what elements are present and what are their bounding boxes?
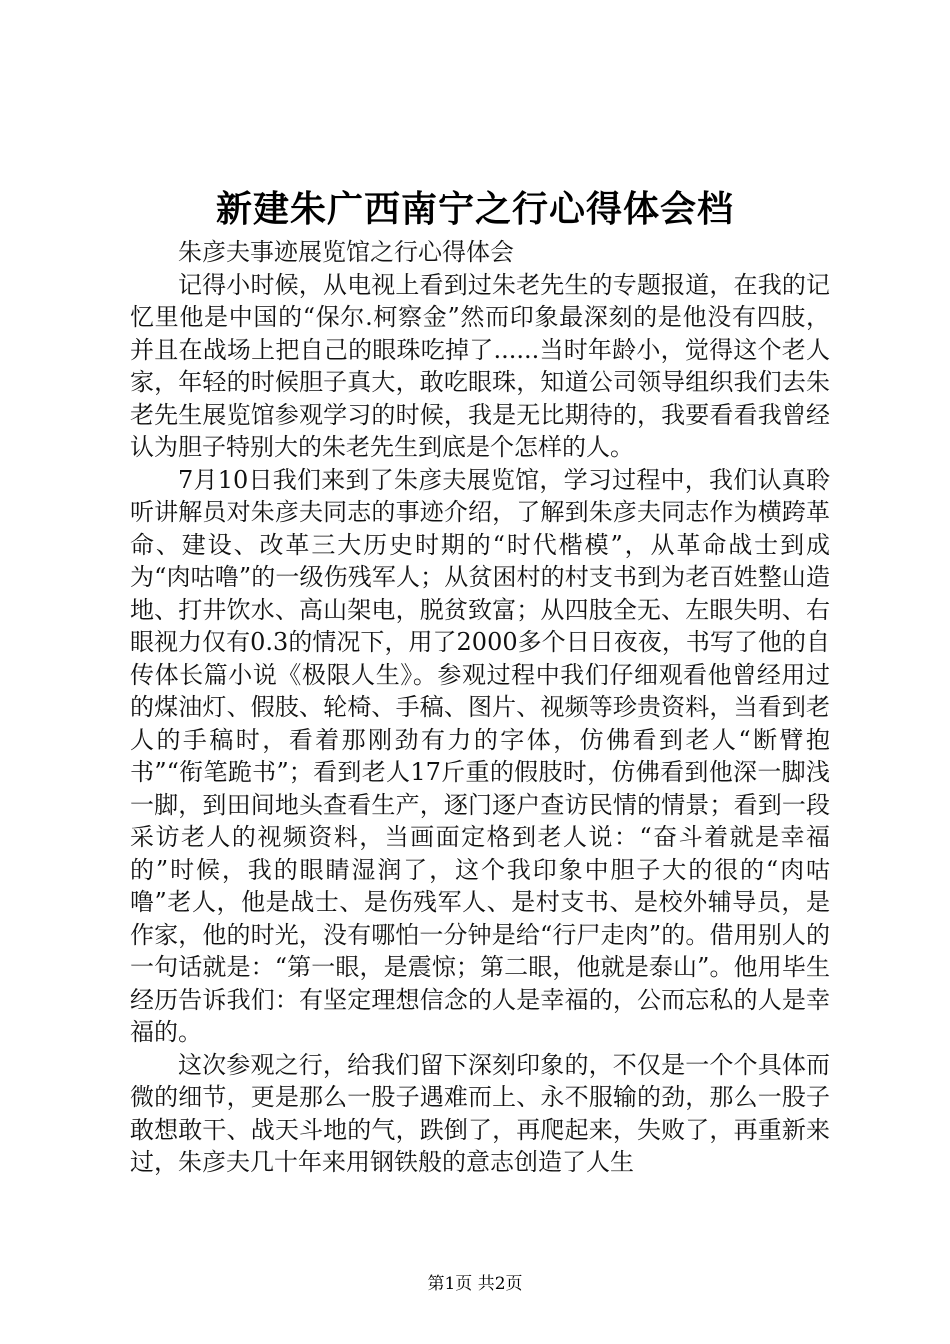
paragraph-3: 这次参观之行，给我们留下深刻印象的，不仅是一个个具体而微的细节，更是那么一股子遇难而上、永不服输的劲，那么一股子敢想敢干、战天斗地的气，跌倒了，再爬起来，失败了，再重新来过，朱彦夫几十年来用钢铁般的意志创造了人生 xyxy=(130,1050,830,1176)
page-number-footer: 第1页 共2页 xyxy=(427,1274,523,1294)
document-subtitle: 朱彦夫事迹展览馆之行心得体会 xyxy=(178,238,514,266)
document-body xyxy=(130,236,830,1179)
document-title: 新建朱广西南宁之行心得体会档 xyxy=(215,188,734,230)
paragraph-1: 记得小时候，从电视上看到过朱老先生的专题报道，在我的记忆里他是中国的“保尔.柯察金”然而印象最深刻的是他没有四肢，并且在战场上把自己的眼珠吃掉了......当时年龄小，觉得这个老人家，年轻的时候胆子真大，敢吃眼珠，知道公司领导组织我们去朱老先生展览馆参观学习的时候，我是无比期待的，我要看看我曾经认为胆子特别大的朱老先生到底是个怎样的人。 xyxy=(130,270,830,461)
paragraph-2: 7月10日我们来到了朱彦夫展览馆，学习过程中，我们认真聆听讲解员对朱彦夫同志的事迹介绍，了解到朱彦夫同志作为横跨革命、建设、改革三大历史时期的“时代楷模”，从革命战士到成为“肉咕噜”的一级伤残军人；从贫困村的村支书到为老百姓整山造地、打井饮水、高山架电，脱贫致富；从四肢全无、左眼失明、右眼视力仅有0.3的情况下，用了2000多个日日夜夜，书写了他的自传体长篇小说《极限人生》。参观过程中我们仔细观看他曾经用过的煤油灯、假肢、轮椅、手稿、图片、视频等珍贵资料，当看到老人的手稿时，看着那刚劲有力的字体，仿佛看到老人“断臂抱书”“衔笔跪书”；看到老人17斤重的假肢时，仿佛看到他深一脚浅一脚，到田间地头查看生产，逐门逐户查访民情的情景；看到一段采访老人的视频资料，当画面定格到老人说：“奋斗着就是幸福的”时候，我的眼睛湿润了，这个我印象中胆子大的很的“肉咕噜”老人，他是战士、是伤残军人、是村支书、是校外辅导员，是作家，他的时光，没有哪怕一分钟是给“行尸走肉”的。借用别人的一句话就是：“第一眼，是震惊；第二眼，他就是泰山”。他用毕生经历告诉我们：有坚定理想信念的人是幸福的，公而忘私的人是幸福的。 xyxy=(130,465,830,1046)
